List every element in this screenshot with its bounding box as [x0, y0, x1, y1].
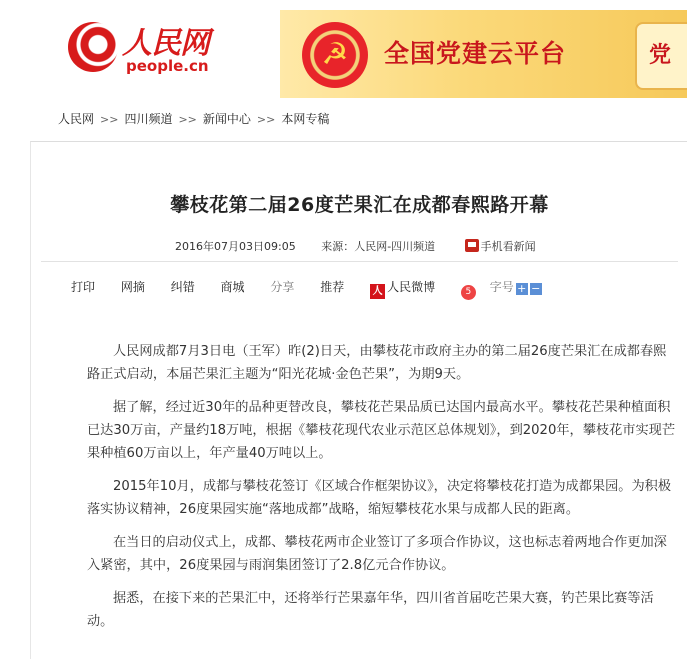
breadcrumb-separator: >> [178, 113, 197, 126]
share-label: 分享 [270, 280, 295, 294]
logo-swirl-icon [68, 22, 118, 72]
mobile-news-link[interactable] [465, 238, 536, 254]
mobile-news-label: 手机看新闻 [480, 240, 536, 253]
banner-title: 全国党建云平台 [384, 39, 567, 68]
breadcrumb-sichuan[interactable]: 四川频道 [124, 112, 173, 126]
recommend-button[interactable]: 推荐 [320, 280, 345, 294]
weibo-icon: 人 [370, 284, 385, 299]
article-paragraph: 据了解，经过近30年的品种更替改良，攀枝花芒果品质已达国内最高水平。攀枝花芒果种植面积已达30万亩，产量约18万吨，根据《攀枝花现代农业示范区总体规划》，到2020年，攀枝花市实现芒果种植60万亩以上，年产量40万吨以上。 [87, 400, 676, 461]
article-title: 攀枝花第二届26度芒果汇在成都春熙路开幕 [170, 194, 549, 216]
party-emblem-icon: ☭ [302, 22, 368, 88]
article-paragraph: 据悉，在接下来的芒果汇中，还将举行芒果嘉年华，四川省首届吃芒果大赛，钓芒果比赛等活动。 [87, 591, 654, 629]
mall-button[interactable]: 商城 [220, 280, 245, 294]
print-button[interactable]: 打印 [71, 280, 96, 294]
people-logo[interactable] [62, 14, 222, 84]
mobile-phone-icon [465, 239, 479, 252]
breadcrumb-news-center[interactable]: 新闻中心 [202, 112, 251, 126]
article-paragraph: 在当日的启动仪式上，成都、攀枝花两市企业签订了多项合作协议，这也标志着两地合作更加深入紧密，其中，26度果园与雨润集团签订了2.8亿元合作协议。 [87, 535, 667, 573]
breadcrumb-separator: >> [256, 113, 276, 126]
banner-side-text: 党 [649, 43, 672, 68]
share-more-button[interactable] [461, 280, 476, 300]
article-source[interactable]: 来源：人民网-四川频道 [321, 240, 436, 253]
breadcrumb [58, 110, 329, 128]
breadcrumb-original[interactable]: 本网专稿 [281, 112, 330, 126]
correction-button[interactable]: 纠错 [170, 280, 195, 294]
meta-divider [41, 261, 678, 262]
font-size-control [490, 278, 542, 295]
site-header [0, 0, 687, 100]
article-datetime: 2016年07月03日09:05 [175, 240, 296, 253]
logo-text-cn: 人民网 [122, 26, 209, 61]
breadcrumb-separator: >> [100, 113, 119, 126]
article-body [87, 340, 677, 643]
banner-side-tab [635, 22, 687, 90]
logo-text-en: people.cn [126, 57, 209, 75]
font-size-label: 字号 [489, 280, 514, 294]
font-decrease-button[interactable]: − [531, 282, 541, 295]
share-circle-icon: 5 [461, 285, 476, 300]
article-meta [175, 238, 536, 254]
weibo-share-button[interactable] [370, 278, 435, 299]
wangzhai-button[interactable]: 网摘 [120, 280, 145, 294]
article-card [30, 141, 687, 659]
article-paragraph: 2015年10月，成都与攀枝花签订《区域合作框架协议》，决定将攀枝花打造为成都果园。为积极落实协议精神，26度果园实施“落地成都”战略，缩短攀枝花水果与成都人民的距离。 [87, 479, 672, 517]
font-increase-button[interactable]: + [517, 282, 527, 295]
article-paragraph: 人民网成都7月3日电（王军）昨(2)日天，由攀枝花市政府主办的第二届26度芒果汇在成都春熙路正式启动，本届芒果汇主题为“阳光花城·金色芒果”，为期9天。 [87, 344, 667, 382]
article-toolbar [71, 278, 542, 300]
weibo-label: 人民微博 [387, 280, 436, 294]
breadcrumb-people[interactable]: 人民网 [58, 112, 95, 126]
party-cloud-banner[interactable] [280, 10, 687, 98]
